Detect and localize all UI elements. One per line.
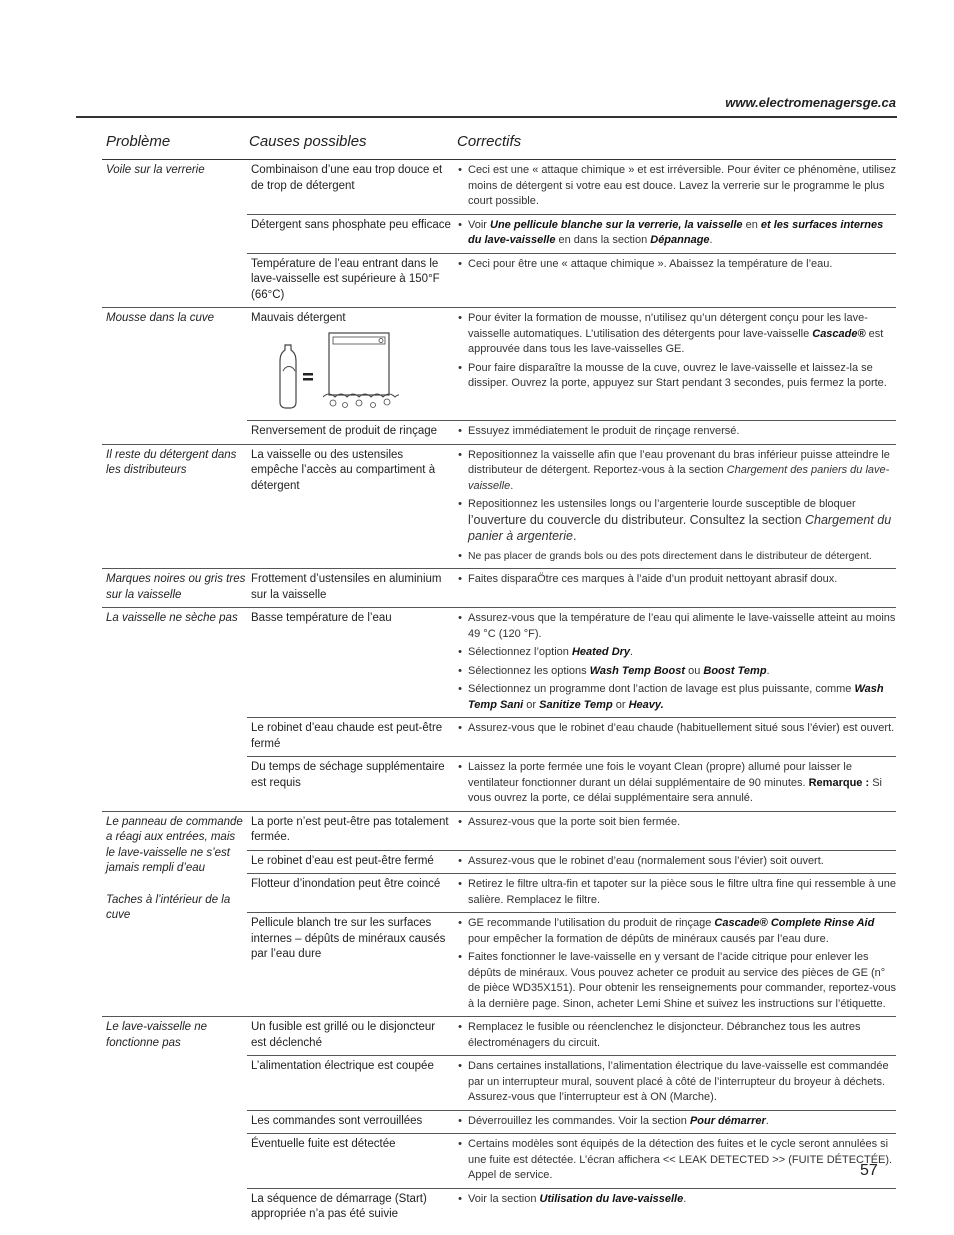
fix-segment: . bbox=[766, 664, 770, 677]
bullet-dot: • bbox=[458, 646, 462, 658]
fix-segment: Chargement des paniers du lave-vaisselle bbox=[468, 464, 890, 492]
cause-cell bbox=[247, 812, 452, 850]
fix-segment: . bbox=[510, 479, 514, 492]
fix-bullet bbox=[452, 361, 896, 392]
cause-text: Les commandes sont verrouillées bbox=[251, 1114, 423, 1127]
cause-cell bbox=[247, 160, 452, 214]
fix-segment: pour empêcher la formation de dépûts de minéraux causés par l’eau dure. bbox=[468, 932, 829, 945]
bullet-dot: • bbox=[458, 612, 462, 624]
fix-segment: Certains modèles sont équipés de la détection des fuites et le cycle seront annulées si une fuite est détectée. L’écran affichera << LEAK DETECTED >> (FUITE DÉTECTÉE). Appel de service. bbox=[468, 1138, 893, 1181]
table-header bbox=[102, 128, 896, 160]
bullet-dot: • bbox=[458, 1021, 462, 1033]
bullet-dot: • bbox=[458, 448, 462, 461]
fix-cell bbox=[452, 757, 896, 811]
fix-segment: Essuyez immédiatement le produit de rinçage renversé. bbox=[468, 425, 740, 437]
fix-segment: Cascade® bbox=[812, 327, 866, 340]
problem-cell bbox=[102, 812, 247, 1017]
fix-segment: . bbox=[572, 529, 577, 543]
fix-segment: Si vous ouvrez la porte, ce délai supplémentaire sera annulé. bbox=[468, 776, 882, 804]
cause-cell bbox=[247, 913, 452, 1016]
fix-segment: Assurez-vous que le robinet d’eau chaude (habituellement situé sous l’évier) est ouvert. bbox=[468, 722, 895, 734]
fix-bullet bbox=[452, 1114, 896, 1130]
fix-segment: . bbox=[683, 1192, 687, 1205]
fix-segment: Ceci est une « attaque chimique » et est irréversible. Pour éviter ce phénomène, utilisez moins de détergent si votre eau est douce. Lavez la verrerie sur le programme le plus court possible. bbox=[468, 164, 897, 207]
cause-cell bbox=[247, 608, 452, 717]
fix-segment: Chargement du panier à argenterie bbox=[468, 512, 892, 543]
problem-cell bbox=[102, 308, 247, 444]
cause-text: Basse température de l’eau bbox=[251, 612, 392, 624]
fix-segment: Pour démarrer bbox=[689, 1114, 766, 1127]
cause-text: Éventuelle fuite est détectée bbox=[251, 1138, 396, 1150]
cause-text: Du temps de séchage supplémentaire est requis bbox=[251, 761, 445, 789]
fix-text bbox=[468, 572, 896, 588]
bullet-dot: • bbox=[458, 425, 462, 437]
cause-cell bbox=[247, 1189, 452, 1227]
causes-group bbox=[247, 812, 896, 1017]
cause-cell bbox=[247, 445, 452, 569]
fix-bullet bbox=[452, 916, 896, 947]
cause-text: Le robinet d’eau chaude est peut-être fermé bbox=[251, 722, 443, 750]
fix-text bbox=[468, 311, 896, 358]
fix-cell bbox=[452, 160, 896, 214]
cause-cell bbox=[247, 215, 452, 253]
illustration bbox=[251, 327, 452, 417]
cause-text: Détergent sans phosphate peu efficace bbox=[251, 218, 451, 231]
cause-text: Frottement d’ustensiles en aluminium sur la vaisselle bbox=[251, 573, 442, 601]
causes-group bbox=[247, 569, 896, 607]
cause-text: La vaisselle ou des ustensiles empêche l’accès au compartiment à détergent bbox=[251, 448, 436, 492]
fix-cell bbox=[452, 215, 896, 253]
bullet-dot: • bbox=[458, 683, 462, 695]
fix-segment: Assurez-vous que le robinet d’eau (normalement sous l’évier) soit ouvert. bbox=[468, 854, 824, 867]
problem-text: Mousse dans la cuve bbox=[106, 312, 215, 324]
cause-cell bbox=[247, 1134, 452, 1188]
cause-cell bbox=[247, 874, 452, 912]
cause-row bbox=[247, 1134, 896, 1189]
fix-bullet bbox=[452, 448, 896, 495]
cause-cell bbox=[247, 254, 452, 308]
troubleshooting-table bbox=[102, 128, 896, 1227]
cause-text: Pellicule blanch tre sur les surfaces internes – dépûts de minéraux causés par l’eau dure bbox=[251, 917, 446, 960]
bullet-dot: • bbox=[458, 218, 462, 231]
fix-segment: Boost Temp bbox=[703, 664, 767, 677]
causes-group bbox=[247, 308, 896, 444]
header-problem: Problème bbox=[106, 133, 171, 150]
fix-cell bbox=[452, 874, 896, 912]
causes-group bbox=[247, 445, 896, 569]
fix-cell bbox=[452, 1134, 896, 1188]
bullet-dot: • bbox=[458, 1192, 462, 1205]
table-row bbox=[102, 445, 896, 570]
cause-cell bbox=[247, 569, 452, 607]
fix-cell bbox=[452, 445, 896, 569]
cause-row bbox=[247, 421, 896, 444]
fix-segment: Heated Dry bbox=[571, 646, 631, 658]
fix-segment: Sélectionnez les options bbox=[468, 664, 590, 677]
table-row bbox=[102, 308, 896, 445]
causes-group bbox=[247, 1017, 896, 1227]
fix-segment: . bbox=[765, 1114, 769, 1127]
fix-segment: Dans certaines installations, l’alimentation électrique du lave-vaisselle est commandée par un interrupteur mural, souvent placé à côté de l’interrupteur du broyeur à déchets. Assurez-vous que l’interrupteur est à ON (Marche). bbox=[468, 1060, 889, 1103]
causes-group bbox=[247, 608, 896, 811]
problem-text: Marques noires ou gris tres sur la vaisselle bbox=[106, 573, 246, 601]
cause-row bbox=[247, 160, 896, 215]
fix-bullet bbox=[452, 721, 896, 737]
problem-text: Taches à l’intérieur de la cuve bbox=[106, 893, 231, 921]
fix-bullet bbox=[452, 257, 896, 273]
fix-text bbox=[468, 815, 896, 831]
fix-bullet bbox=[452, 950, 896, 1012]
bullet-dot: • bbox=[458, 361, 462, 374]
cause-row bbox=[247, 445, 896, 569]
fix-segment: Pour éviter la formation de mousse, n’utilisez qu’un détergent conçu pour les lave-vaisselle automatiques. L’utilisation des détergents pour lave-vaisselle bbox=[468, 312, 868, 340]
fix-cell bbox=[452, 254, 896, 308]
fix-segment: or bbox=[523, 698, 540, 711]
fix-segment: Voir bbox=[468, 218, 491, 231]
cause-cell bbox=[247, 851, 452, 874]
fix-segment: Remplacez le fusible ou réenclenchez le disjoncteur. Débranchez tous les autres électroménagers du circuit. bbox=[468, 1021, 861, 1049]
top-rule bbox=[76, 116, 897, 118]
fix-text bbox=[468, 1137, 896, 1184]
cause-row bbox=[247, 569, 896, 607]
fix-segment: Déverrouillez les commandes. Voir la section bbox=[468, 1114, 690, 1127]
fix-text bbox=[468, 950, 896, 1012]
fix-cell bbox=[452, 1189, 896, 1227]
table-row bbox=[102, 569, 896, 608]
fix-segment: Faites fonctionner le lave-vaisselle en y versant de l’acide citrique pour enlever les dépûts de minéraux. Vous pouvez acheter ce produit au service des pièces de GE (n° de pièce WD35X151). Pour obtenir les renseignements pour commander, reportez-vous à la dernière page. Sinon, acheter Lemi Shine et suivez les instructions sur l’étiquette. bbox=[468, 951, 897, 1010]
fix-text bbox=[468, 645, 896, 661]
fix-bullet bbox=[452, 218, 896, 249]
fix-text bbox=[468, 163, 896, 210]
problem-text: Voile sur la verrerie bbox=[106, 164, 205, 176]
page-number: 57 bbox=[860, 1162, 878, 1179]
cause-cell bbox=[247, 757, 452, 811]
bullet-dot: • bbox=[458, 761, 462, 773]
cause-row bbox=[247, 718, 896, 757]
bullet-dot: • bbox=[458, 164, 462, 176]
bullet-dot: • bbox=[458, 854, 462, 867]
fix-bullet bbox=[452, 1020, 896, 1051]
bullet-dot: • bbox=[458, 573, 462, 585]
cause-cell bbox=[247, 421, 452, 444]
fix-segment: est approuvée dans tous les lave-vaisselles GE. bbox=[468, 327, 884, 355]
table-row bbox=[102, 160, 896, 308]
fix-segment: Wash Temp Boost bbox=[589, 664, 686, 677]
fix-text bbox=[468, 721, 896, 737]
fix-segment: Repositionnez la vaisselle afin que l’eau provenant du bras inférieur puisse atteindre le distributeur de détergent. Reportez-vous à la section bbox=[468, 448, 890, 476]
fix-segment: en dans la section bbox=[555, 234, 651, 246]
fix-segment: Cascade® Complete Rinse Aid bbox=[714, 917, 875, 929]
cause-row bbox=[247, 215, 896, 254]
fix-segment: . bbox=[709, 234, 713, 246]
fix-segment: Assurez-vous que la porte soit bien fermée. bbox=[468, 815, 681, 828]
cause-row bbox=[247, 254, 896, 308]
fix-text bbox=[468, 611, 896, 642]
fix-bullet bbox=[452, 572, 896, 588]
fix-cell bbox=[452, 718, 896, 756]
fix-bullet bbox=[452, 549, 896, 565]
cause-row bbox=[247, 308, 896, 421]
fix-text bbox=[468, 424, 896, 440]
cause-text: Flotteur d’inondation peut être coincé bbox=[251, 878, 441, 890]
fix-segment: Voir la section bbox=[468, 1192, 540, 1205]
cause-cell bbox=[247, 1017, 452, 1055]
website-url: www.electromenagersge.ca bbox=[725, 95, 896, 110]
problem-text: Le panneau de commande a réagi aux entrées, mais le lave-vaisselle ne s’est jamais rempli d’eau bbox=[106, 815, 243, 874]
table-body bbox=[102, 160, 896, 1227]
cause-text: Mauvais détergent bbox=[251, 312, 346, 324]
problem-cell bbox=[102, 445, 247, 569]
fix-cell bbox=[452, 812, 896, 850]
bullet-dot: • bbox=[458, 951, 462, 963]
cause-text: Un fusible est grillé ou le disjoncteur est déclenché bbox=[251, 1021, 436, 1049]
cause-row bbox=[247, 1189, 896, 1227]
bullet-dot: • bbox=[458, 878, 462, 890]
header-fixes: Correctifs bbox=[457, 133, 522, 150]
cause-row bbox=[247, 913, 896, 1016]
problem-cell bbox=[102, 608, 247, 811]
problem-cell bbox=[102, 160, 247, 307]
fix-text bbox=[468, 916, 896, 947]
fix-bullet bbox=[452, 1059, 896, 1106]
cause-row bbox=[247, 608, 896, 718]
fix-segment: ou bbox=[685, 664, 704, 677]
fix-segment: Ne pas placer de grands bols ou des pots directement dans le distributeur de détergent. bbox=[468, 550, 872, 562]
fix-text bbox=[468, 664, 896, 680]
cause-row bbox=[247, 812, 896, 851]
bullet-dot: • bbox=[458, 1138, 462, 1150]
fix-bullet bbox=[452, 311, 896, 358]
fix-cell bbox=[452, 608, 896, 717]
fix-segment: Une pellicule blanche sur la verrerie, la vaisselle bbox=[490, 218, 743, 231]
fix-text bbox=[468, 361, 896, 392]
cause-text: La séquence de démarrage (Start) appropriée n’a pas été suivie bbox=[251, 1192, 427, 1220]
fix-segment: Laissez la porte fermée une fois le voyant Clean (propre) allumé pour laisser le ventilateur fonctionner durant un délai supplémentaire de 90 minutes. bbox=[468, 761, 852, 789]
bullet-dot: • bbox=[458, 498, 462, 510]
fix-text bbox=[468, 1020, 896, 1051]
fix-text bbox=[468, 549, 896, 565]
cause-cell bbox=[247, 1056, 452, 1110]
fix-segment: Pour faire disparaître la mousse de la cuve, ouvrez le lave-vaisselle et laissez-la se dissiper. Ouvrez la porte, appuyez sur Start pendant 3 secondes, puis fermez la porte. bbox=[468, 361, 887, 389]
fix-segment: Sélectionnez un programme dont l’action de lavage est plus puissante, comme bbox=[468, 683, 855, 695]
fix-segment: Retirez le filtre ultra-fin et tapoter sur la pièce sous le filtre ultra fine qui ressemble à une salière. Remplacez le filtre. bbox=[468, 878, 896, 906]
fix-cell bbox=[452, 569, 896, 607]
cause-cell bbox=[247, 308, 452, 420]
fix-cell bbox=[452, 421, 896, 444]
fix-cell bbox=[452, 1017, 896, 1055]
fix-bullet bbox=[452, 854, 896, 870]
cause-row bbox=[247, 874, 896, 913]
fix-text bbox=[468, 218, 896, 249]
problem-cell bbox=[102, 569, 247, 607]
fix-text bbox=[468, 854, 896, 870]
fix-bullet bbox=[452, 815, 896, 831]
fix-text bbox=[468, 877, 896, 908]
bullet-dot: • bbox=[458, 1114, 462, 1127]
bullet-dot: • bbox=[458, 257, 462, 270]
fix-segment: Heavy. bbox=[628, 698, 664, 711]
fix-bullet bbox=[452, 760, 896, 807]
bullet-dot: • bbox=[458, 815, 462, 828]
fix-cell bbox=[452, 308, 896, 420]
fix-segment: Wash Temp Sani bbox=[468, 683, 884, 711]
header-causes: Causes possibles bbox=[249, 133, 367, 150]
bullet-dot: • bbox=[458, 549, 462, 562]
fix-bullet bbox=[452, 163, 896, 210]
cause-text: Renversement de produit de rinçage bbox=[251, 425, 438, 437]
cause-text: Le robinet d’eau est peut-être fermé bbox=[251, 854, 434, 867]
fix-segment: Assurez-vous que la température de l’eau qui alimente le lave-vaisselle atteint au moins 49 °C (120 °F). bbox=[468, 612, 896, 640]
cause-text: Combinaison d’une eau trop douce et de trop de détergent bbox=[251, 164, 443, 192]
fix-text bbox=[468, 1059, 896, 1106]
fix-text bbox=[468, 682, 896, 713]
cause-row bbox=[247, 851, 896, 875]
problem-text: Le lave-vaisselle ne fonctionne pas bbox=[106, 1021, 208, 1049]
fix-text bbox=[468, 448, 896, 495]
fix-segment: Sanitize Temp bbox=[539, 698, 613, 711]
problem-cell bbox=[102, 1017, 247, 1227]
fix-text bbox=[468, 1192, 896, 1208]
fix-segment: l’ouverture du couvercle du distributeur. Consultez la section bbox=[468, 512, 805, 527]
bullet-dot: • bbox=[458, 664, 462, 677]
bullet-dot: • bbox=[458, 722, 462, 734]
cause-text: Température de l’eau entrant dans le lave-vaisselle est supérieure à 150°F (66°C) bbox=[251, 257, 440, 301]
fix-segment: GE recommande l’utilisation du produit de rinçage bbox=[468, 917, 715, 929]
fix-text bbox=[468, 1114, 896, 1130]
fix-cell bbox=[452, 1111, 896, 1134]
fix-bullet bbox=[452, 664, 896, 680]
problem-text: Il reste du détergent dans les distributeurs bbox=[106, 448, 237, 476]
fix-segment: Dépannage bbox=[650, 234, 710, 246]
table-row bbox=[102, 608, 896, 812]
fix-cell bbox=[452, 913, 896, 1016]
cause-cell bbox=[247, 718, 452, 756]
fix-segment: et les surfaces internes du lave-vaisselle bbox=[468, 218, 884, 246]
cause-row bbox=[247, 1017, 896, 1056]
fix-bullet bbox=[452, 424, 896, 440]
fix-segment: Faites disparaÖtre ces marques à l’aide d’un produit nettoyant abrasif doux. bbox=[468, 573, 838, 585]
fix-text bbox=[468, 257, 896, 273]
cause-cell bbox=[247, 1111, 452, 1134]
cause-row bbox=[247, 757, 896, 811]
fix-bullet bbox=[452, 682, 896, 713]
fix-bullet bbox=[452, 497, 896, 546]
fix-cell bbox=[452, 851, 896, 874]
bullet-dot: • bbox=[458, 917, 462, 929]
fix-segment: or bbox=[612, 698, 629, 711]
fix-segment: Repositionnez les ustensiles longs ou l’argenterie lourde susceptible de bloquer bbox=[468, 498, 856, 510]
fix-segment: Sélectionnez l’option bbox=[468, 646, 572, 658]
fix-segment: en bbox=[742, 218, 761, 231]
fix-bullet bbox=[452, 1137, 896, 1184]
fix-bullet bbox=[452, 645, 896, 661]
cause-text: L’alimentation électrique est coupée bbox=[251, 1060, 434, 1072]
fix-bullet bbox=[452, 1192, 896, 1208]
causes-group bbox=[247, 160, 896, 307]
fix-bullet bbox=[452, 611, 896, 642]
fix-text bbox=[468, 760, 896, 807]
fix-segment: Remarque : bbox=[808, 776, 870, 789]
fix-segment: Ceci pour être une « attaque chimique ». Abaissez la température de l’eau. bbox=[468, 257, 833, 270]
table-row bbox=[102, 812, 896, 1018]
bullet-dot: • bbox=[458, 1060, 462, 1072]
fix-text bbox=[468, 497, 896, 546]
cause-row bbox=[247, 1056, 896, 1111]
fix-cell bbox=[452, 1056, 896, 1110]
dishwasher-detergent-illustration bbox=[275, 331, 399, 411]
fix-bullet bbox=[452, 877, 896, 908]
table-row bbox=[102, 1017, 896, 1227]
cause-text: La porte n’est peut-être pas totalement fermée. bbox=[251, 815, 449, 843]
problem-text: La vaisselle ne sèche pas bbox=[106, 612, 238, 624]
cause-row bbox=[247, 1111, 896, 1135]
bullet-dot: • bbox=[458, 312, 462, 324]
fix-segment: . bbox=[630, 646, 634, 658]
fix-segment: Utilisation du lave-vaisselle bbox=[539, 1192, 684, 1205]
